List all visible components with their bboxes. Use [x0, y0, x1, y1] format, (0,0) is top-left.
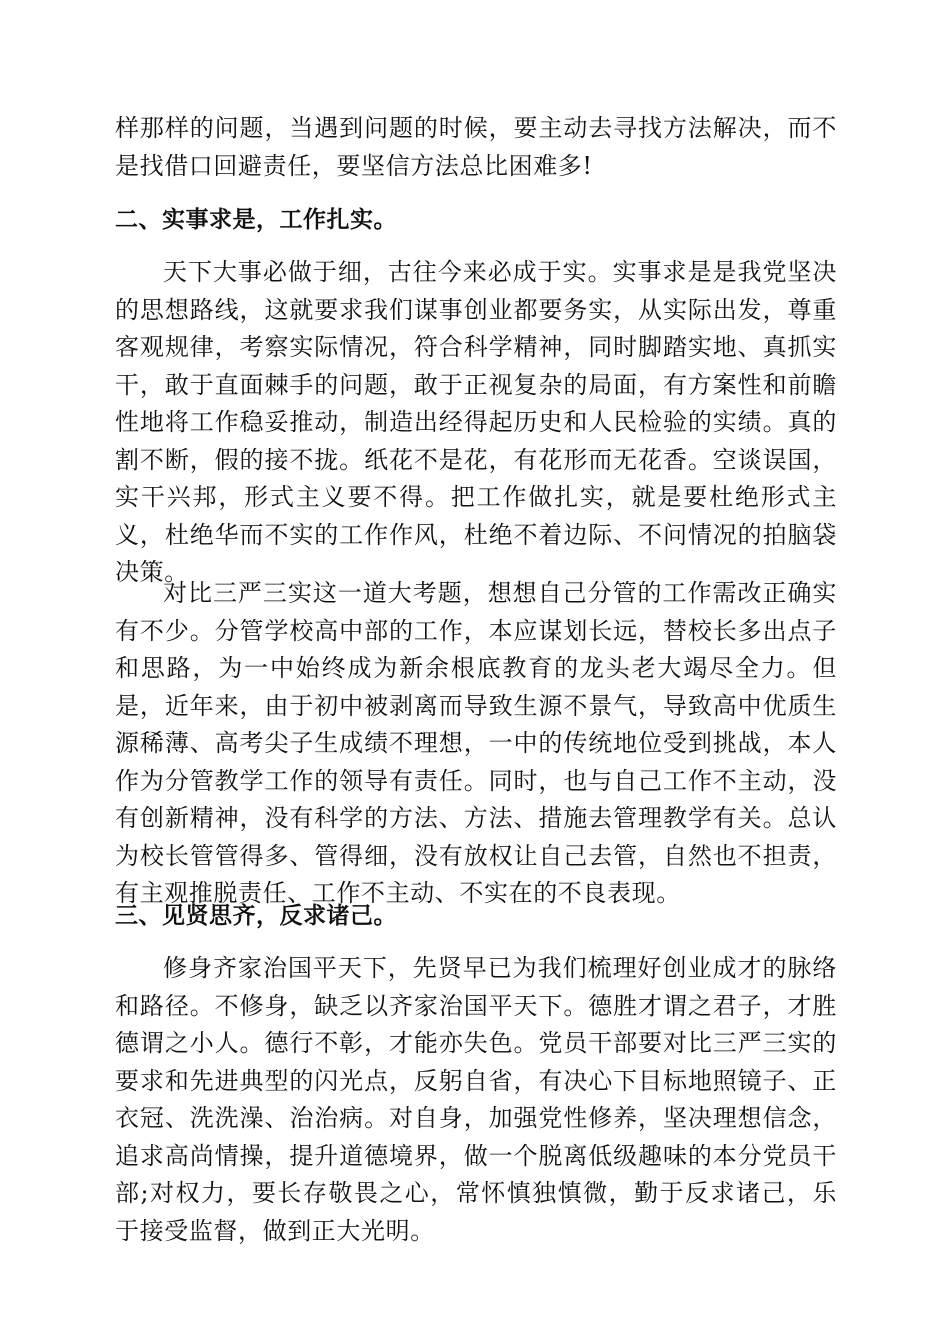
section-heading-3: 三、见贤思齐，反求诸己。	[115, 903, 397, 929]
body-paragraph: 修身齐家治国平天下，先贤早已为我们梳理好创业成才的脉络和路径。不修身，缺乏以齐家治国平天下。德胜才谓之君子，才胜德谓之小人。德行不彰，才能亦失色。党员干部要对比三严三实的要求和先进典型的闪光点，反躬自省，有决心下目标地照镜子、正衣冠、洗洗澡、治治病。对自身，加强党性修养，坚决理想信念，追求高尚情操，提升道德境界，做一个脱离低级趣味的本分党员干部;对权力，要长存敬畏之心，常怀慎独慎微，勤于反求诸己，乐于接受监督，做到正大光明。	[115, 954, 837, 1245]
body-paragraph: 对比三严三实这一道大考题，想想自己分管的工作需改正确实有不少。分管学校高中部的工作，本应谋划长远，替校长多出点子和思路，为一中始终成为新余根底教育的龙头老大竭尽全力。但是，近年来，由于初中被剥离而导致生源不景气，导致高中优质生源稀薄、高考尖子生成绩不理想，一中的传统地位受到挑战，本人作为分管教学工作的领导有责任。同时，也与自己工作不主动，没有创新精神，没有科学的方法、方法、措施去管理教学有关。总认为校长管管得多、管得细，没有放权让自己去管，自然也不担责，有主观推脱责任、工作不主动、不实在的不良表现。	[115, 579, 837, 907]
section-heading-2: 二、实事求是，工作扎实。	[115, 207, 397, 233]
continuation-paragraph: 样那样的问题，当遇到问题的时候，要主动去寻找方法解决，而不是找借口回避责任，要坚信方法总比困难多!	[115, 114, 837, 180]
body-paragraph: 天下大事必做于细，古往今来必成于实。实事求是是我党坚决的思想路线，这就要求我们谋事创业都要务实，从实际出发，尊重客观规律，考察实际情况，符合科学精神，同时脚踏实地、真抓实干，敢于直面棘手的问题，敢于正视复杂的局面，有方案性和前瞻性地将工作稳妥推动，制造出经得起历史和人民检验的实绩。真的割不断，假的接不拢。纸花不是花，有花形而无花香。空谈误国，实干兴邦，形式主义要不得。把工作做扎实，就是要杜绝形式主义，杜绝华而不实的工作作风，杜绝不着边际、不问情况的拍脑袋决策。	[115, 258, 837, 586]
